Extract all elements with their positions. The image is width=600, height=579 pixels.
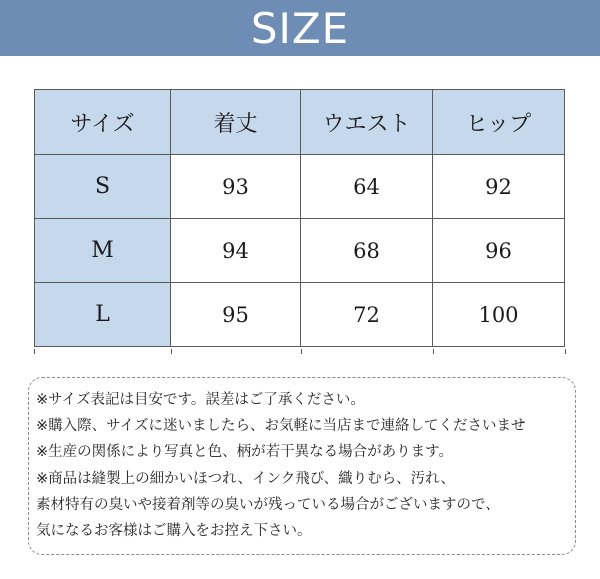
table-divider (433, 349, 434, 354)
cell-length: 95 (171, 283, 301, 347)
notes-list (36, 387, 576, 544)
note-line: 気になるお客様はご購入をお控え下さい。 (36, 523, 312, 540)
note-line: 素材特有の臭いや接着剤等の臭いが残っている場合がございますので、 (36, 496, 500, 513)
cell-waist: 72 (301, 283, 433, 347)
row-label-size: L (35, 283, 171, 347)
note-line: ※生産の関係により写真と色、柄が若干異なる場合があります。 (36, 444, 453, 461)
table-divider (301, 349, 302, 354)
note-line: ※サイズ表記は目安です。誤差はご了承ください。 (36, 392, 365, 408)
column-header-hip: ヒップ (433, 90, 565, 155)
table-header-row (35, 90, 565, 155)
cell-hip: 96 (433, 219, 565, 283)
cell-hip: 100 (433, 283, 565, 347)
table-divider (565, 349, 566, 354)
cell-length: 93 (171, 155, 301, 219)
size-table (34, 89, 565, 347)
cell-waist: 68 (301, 219, 433, 283)
row-label-size: S (35, 155, 171, 219)
column-header-size: サイズ (35, 90, 171, 155)
note-line: ※商品は縫製上の細かいほつれ、インク飛び、織りむら、汚れ、 (36, 470, 456, 487)
column-header-waist: ウエスト (301, 90, 433, 155)
table-divider (171, 349, 172, 354)
note-line: ※購入際、サイズに迷いましたら、お気軽に当店まで連絡してくださいませ (36, 418, 526, 435)
cell-waist: 64 (301, 155, 433, 219)
table-row (35, 283, 565, 347)
table-row (35, 155, 565, 219)
page-title: SIZE (250, 3, 350, 53)
cell-hip: 92 (433, 155, 565, 219)
column-header-length: 着丈 (171, 90, 301, 155)
cell-length: 94 (171, 219, 301, 283)
table-bottom-edge (34, 349, 569, 354)
row-label-size: M (35, 219, 171, 283)
table-row (35, 219, 565, 283)
